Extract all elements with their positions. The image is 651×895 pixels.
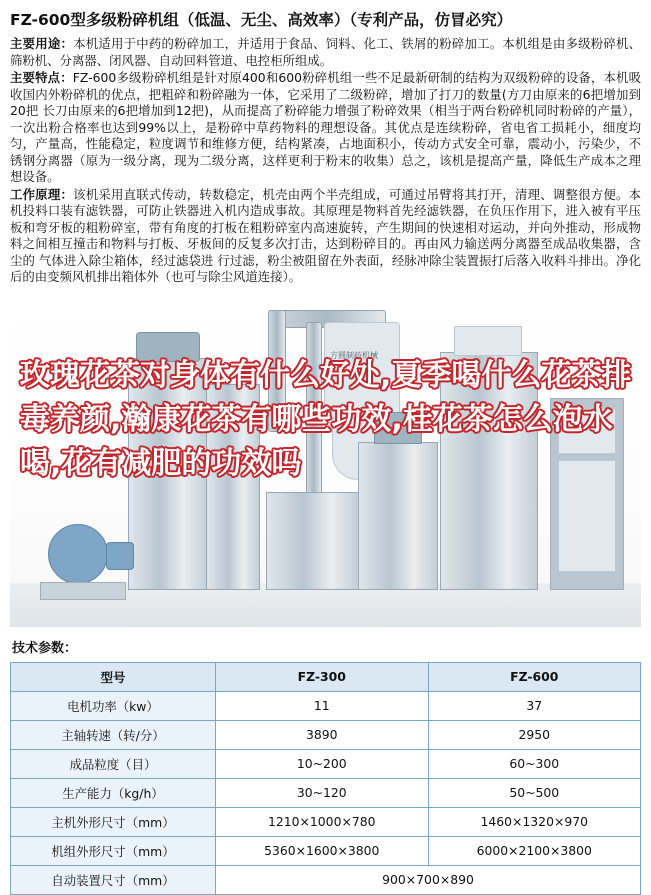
duct-left-riser: [268, 310, 286, 432]
blower-motor: [106, 542, 134, 570]
table-cell-fz300: 5360×1600×3800: [216, 836, 429, 865]
table-cell-fz600: 6000×2100×3800: [428, 836, 641, 865]
table-row: [11, 749, 641, 778]
table-cell-param: 成品粒度（目）: [11, 749, 216, 778]
machine-brand-label: 方圆制药机械: [330, 350, 378, 360]
spec-table: [10, 662, 641, 895]
table-header-row: [11, 662, 641, 691]
table-cell-fz300: 3890: [216, 720, 429, 749]
spec-heading: 技术参数：: [12, 640, 78, 656]
table-row: [11, 865, 641, 894]
paragraph-principle-text: 该机采用直联式传动，转数稳定，机壳由两个半壳组成，可通过吊臂将其打开，清理、调整很方便。本机投料口装有滤铁器，可防止铁器进入机内造成事故。其原理是物料首先经滤铁器，在负压作用下，进入被有平压板和弯牙板的粗粉碎室，带有角度的打板在粗粉碎室内高速旋转，产生期间的快速相对运动，并向外推动，形成物料之间相互撞击和物料与打板、牙板间的反复多次打击，达到粉碎目的。再由风力输送两分离器至成品收集器，含尘的 气体进入除尘箱体，经过滤袋进 行过滤，粉尘被阻留在外表面，经脉冲除尘装置振打后落入收料斗排出。净化后的由变频风机排出箱体外（也可与除尘风道连接）。: [10, 186, 642, 284]
paragraph-principle-label: 工作原理：: [10, 186, 74, 202]
table-cell-fz600: 2950: [428, 720, 641, 749]
collector-column: [128, 358, 208, 590]
table-cell-fz600: 1460×1320×970: [428, 807, 641, 836]
paragraph-principle: [10, 187, 641, 286]
duct-mid-riser: [306, 322, 322, 504]
table-row: [11, 691, 641, 720]
table-cell-param: 电机功率（kw）: [11, 691, 216, 720]
table-row: [11, 778, 641, 807]
sifter-body: [358, 442, 438, 590]
table-header-cell: FZ-300: [216, 662, 429, 691]
blower-housing: [48, 524, 108, 584]
paragraph-features-text: FZ-600多级粉碎机组是针对原400和600粉碎机组一些不足最新研制的结构为双级粉碎的设备，本机吸收国内外粉碎机的优点，把粗碎和粉碎融为一体，它采用了二级粉碎，增加了打刀的数量(方刀由原来的6把增加到20把 长刀由原来的6把增加到12把)，从而提高了粉碎能力增强了粉碎效果（相当于两台粉碎机同时粉碎的产量），一次出粉合格率也达到99%以上，是粉碎中草药物料的理想设备。其优点是连续粉碎，省电省工损耗小，细度均匀，产量高，性能稳定，粒度调节和维修方便，结构紧凑，占地面积小，传动方式安全可靠，震动小，污染少，不锈钢分离器（原为一级分离，现为二级分离，这样更利于粉末的收集）总之，该机是提高产量，降低生产成本之理想设备。: [10, 70, 641, 184]
table-cell-fz600: 37: [428, 691, 641, 720]
paragraph-features-label: 主要特点：: [10, 70, 73, 85]
table-cell-fz300: 1210×1000×780: [216, 807, 429, 836]
tower-frame: [440, 352, 538, 590]
table-row: [11, 807, 641, 836]
paragraph-features: [10, 70, 641, 186]
table-cell-param: 主轴转速（转/分）: [11, 720, 216, 749]
product-photo: [10, 292, 641, 627]
table-cell-param: 生产能力（kg/h）: [11, 778, 216, 807]
table-cell-fz600: 50~500: [428, 778, 641, 807]
table-cell-param: 主机外形尺寸（mm）: [11, 807, 216, 836]
pulverizer-body: [266, 492, 360, 590]
dust-cabinet: [206, 384, 260, 590]
table-cell-param: 机组外形尺寸（mm）: [11, 836, 216, 865]
table-row: [11, 836, 641, 865]
blower-base: [40, 582, 126, 600]
table-cell-fz300: 10~200: [216, 749, 429, 778]
table-header-cell: FZ-600: [428, 662, 641, 691]
control-panel: [558, 408, 616, 454]
table-cell-fz300: 11: [216, 691, 429, 720]
table-cell-fz600: 60~300: [428, 749, 641, 778]
table-cell-shared: 900×700×890: [216, 865, 641, 894]
table-cell-param: 自动装置尺寸（mm）: [11, 865, 216, 894]
feeder-hopper: [374, 412, 422, 444]
page-title: FZ-600型多级粉碎机组（低温、无尘、高效率）（专利产品，仿冒必究）: [10, 11, 513, 29]
table-header-cell: 型号: [11, 662, 216, 691]
table-row: [11, 720, 641, 749]
table-cell-fz300: 30~120: [216, 778, 429, 807]
paragraph-usage: [10, 36, 641, 69]
image-overlay-text: 玫瑰花茶对身体有什么好处,夏季喝什么花茶排毒养颜,瀚康花茶有哪些功效,桂花茶怎么泡水喝,花有减肥的功效吗: [20, 357, 632, 481]
cyclone-body: [324, 322, 400, 420]
tower-top-box: [454, 326, 522, 356]
control-door: [558, 460, 616, 572]
paragraph-usage-text: 本机适用于中药的粉碎加工，并适用于食品、饲料、化工、铁屑的粉碎加工。本机组是由多级粉碎机、筛粉机、分离器、闭风器、自动回料管道、电控柜所组成。: [10, 36, 642, 68]
paragraph-usage-label: 主要用途：: [10, 36, 74, 51]
collector-top-hood: [136, 332, 200, 362]
